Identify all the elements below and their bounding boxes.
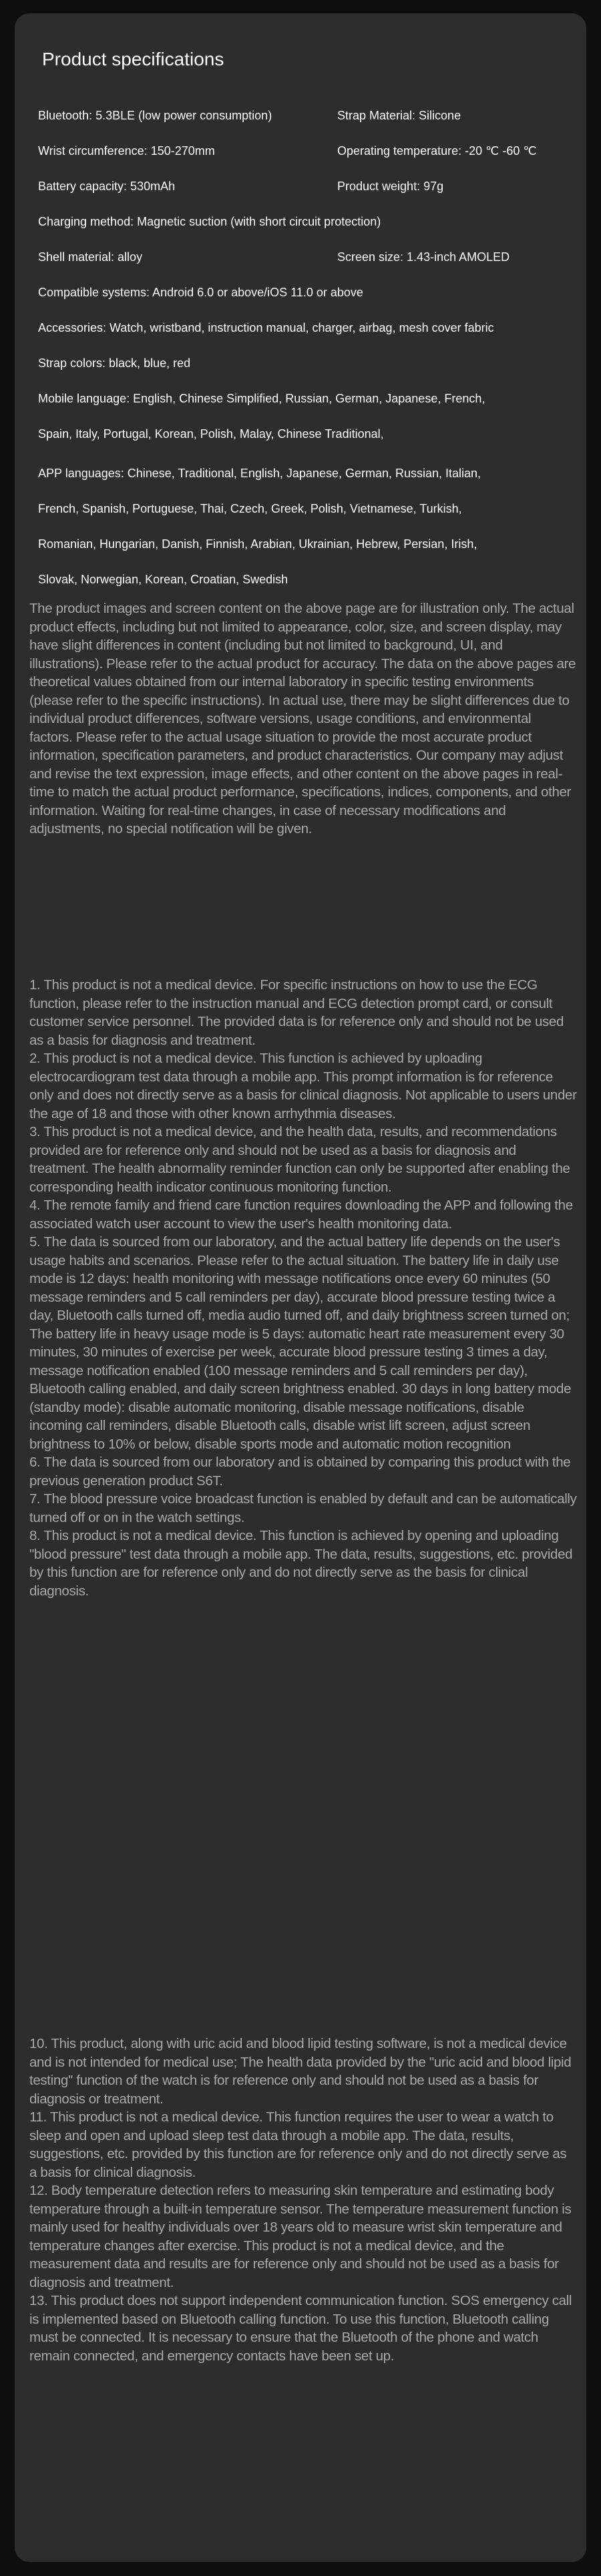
specifications-card — [15, 13, 586, 2562]
spec-strap-colors: Strap colors: black, blue, red — [38, 356, 191, 370]
spec-operating-temperature: Operating temperature: -20 ℃ -60 ℃ — [337, 144, 537, 158]
note-item-1: 1. This product is not a medical device. For specific instructions on how to use the ECG function, please refer to the instruction manual and ECG detection prompt card, or consult customer service personnel. The provided data is for reference only and should not be used as a basis for diagnosis and treatment. — [29, 977, 564, 1048]
spec-app-languages-line-2: French, Spanish, Portuguese, Thai, Czech, Greek, Polish, Vietnamese, Turkish, — [38, 502, 462, 515]
note-item-3: 3. This product is not a medical device, and the health data, results, and recommendations provided are for reference only and should not be used as a basis for diagnosis and treatment. The health abnormality reminder function can only be supported after enabling the corresponding health indicator continuous monitoring function. — [29, 1124, 570, 1195]
spec-app-languages-line-3: Romanian, Hungarian, Danish, Finnish, Arabian, Ukrainian, Hebrew, Persian, Irish, — [38, 537, 477, 551]
spec-mobile-language-line-1: Mobile language: English, Chinese Simplified, Russian, German, Japanese, French, — [38, 392, 485, 405]
notes-list-b — [29, 2035, 577, 2365]
spec-strap-material: Strap Material: Silicone — [337, 109, 461, 122]
disclaimer-text — [29, 599, 577, 838]
spec-shell-material: Shell material: alloy — [38, 250, 143, 264]
note-item-2: 2. This product is not a medical device. This function is achieved by uploading electrocardiogram test data through a mobile app. This prompt information is for reference only and does not directly serve as a basis for clinical diagnosis. Not applicable to users under the age of 18 and those with other known arrhythmia diseases. — [29, 1051, 577, 1121]
note-item-4: 4. The remote family and friend care function requires downloading the APP and following the associated watch user account to view the user's health monitoring data. — [29, 1198, 573, 1232]
spec-wrist-circumference: Wrist circumference: 150-270mm — [38, 144, 215, 158]
note-item-7: 7. The blood pressure voice broadcast function is enabled by default and can be automatically turned off or on in the watch settings. — [29, 1491, 577, 1525]
spec-accessories: Accessories: Watch, wristband, instruction manual, charger, airbag, mesh cover fabric — [38, 321, 494, 334]
spec-screen-size: Screen size: 1.43-inch AMOLED — [337, 250, 510, 264]
spec-product-weight: Product weight: 97g — [337, 180, 444, 193]
spec-charging-method: Charging method: Magnetic suction (with short circuit protection) — [38, 215, 381, 228]
note-item-11: 11. This product is not a medical device. This function requires the user to wear a watch to sleep and open and upload sleep test data through a mobile app. The data, results, suggestions, etc. provided by this function are for reference only and do not directly serve as a basis for clinical diagnosis. — [29, 2109, 567, 2180]
page-title: Product specifications — [42, 49, 224, 69]
note-item-5: 5. The data is sourced from our laboratory, and the actual battery life depends on the user's usage habits and scenarios. Please refer to the actual situation. The battery life in daily use mode is 12 days: health monitoring with message notifications once every 60 minutes (50 message reminders and 5 call reminders per day), accurate blood pressure testing twice a day, Bluetooth calls turned off, media audio turned off, and daily brightness screen turned on; The battery life in heavy usage mode is 5 days: automatic heart rate measurement every 30 minutes, 30 minutes of exercise per week, accurate blood pressure testing 3 times a day, message notification enabled (100 message reminders and 5 call reminders per day), Bluetooth calling enabled, and daily screen brightness enabled. 30 days in long battery mode (standby mode): disable automatic monitoring, disable message notifications, disable incoming call reminders, disable Bluetooth calls, disable wrist lift screen, adjust screen brightness to 10% or below, disable sports mode and automatic motion recognition — [29, 1234, 572, 1452]
note-item-13: 13. This product does not support independent communication function. SOS emergency call is implemented based on Bluetooth calling function. To use this function, Bluetooth calling must be connected. It is necessary to ensure that the Bluetooth of the phone and watch remain connected, and emergency contacts have been set up. — [29, 2293, 572, 2364]
disclaimer-paragraph: The product images and screen content on the above page are for illustration only. The actual product effects, including but not limited to appearance, color, size, and screen display, may have slight differences in content (including but not limited to background, UI, and illustrations). Please refer to the actual product for accuracy. The data on the above pages are theoretical values obtained from our internal laboratory in specific testing environments (please refer to the specific instructions). In actual use, there may be slight differences due to individual product differences, software versions, usage conditions, and environmental factors. Please refer to the actual usage situation to provide the most accurate product information, specification parameters, and product characteristics. Our company may adjust and revise the text expression, image effects, and other content on the above pages in real-time to match the actual product performance, specifications, indices, components, and other information. Waiting for real-time changes, in case of necessary modifications and adjustments, no special notification will be given. — [29, 601, 576, 836]
spec-mobile-language-line-2: Spain, Italy, Portugal, Korean, Polish, Malay, Chinese Traditional, — [38, 427, 384, 441]
spec-app-languages-line-4: Slovak, Norwegian, Korean, Croatian, Swedish — [38, 573, 288, 586]
note-item-8: 8. This product is not a medical device. This function is achieved by opening and uploading "blood pressure" test data through a mobile app. The data, results, suggestions, etc. provided by this function are for reference only and do not directly serve as the basis for clinical diagnosis. — [29, 1528, 573, 1599]
spec-compatible-systems: Compatible systems: Android 6.0 or above/iOS 11.0 or above — [38, 286, 363, 299]
spec-bluetooth: Bluetooth: 5.3BLE (low power consumption) — [38, 109, 272, 122]
notes-list-a — [29, 976, 577, 1600]
note-item-6: 6. The data is sourced from our laboratory and is obtained by comparing this product with the previous generation product S6T. — [29, 1455, 571, 1489]
note-item-10: 10. This product, along with uric acid and blood lipid testing software, is not a medical device and is not intended for medical use; The health data provided by the "uric acid and blood lipid testing" function of the watch is for reference only and should not be used as a basis for diagnosis or treatment. — [29, 2036, 572, 2107]
spec-battery-capacity: Battery capacity: 530mAh — [38, 180, 176, 193]
spec-app-languages-line-1: APP languages: Chinese, Traditional, English, Japanese, German, Russian, Italian, — [38, 467, 481, 480]
note-item-12: 12. Body temperature detection refers to measuring skin temperature and estimating body temperature through a built-in temperature sensor. The temperature measurement function is mainly used for healthy individuals over 18 years old to measure wrist skin temperature and temperature changes after exercise. This product is not a medical device, and the measurement data and results are for reference only and should not be used as a basis for diagnosis and treatment. — [29, 2183, 572, 2290]
